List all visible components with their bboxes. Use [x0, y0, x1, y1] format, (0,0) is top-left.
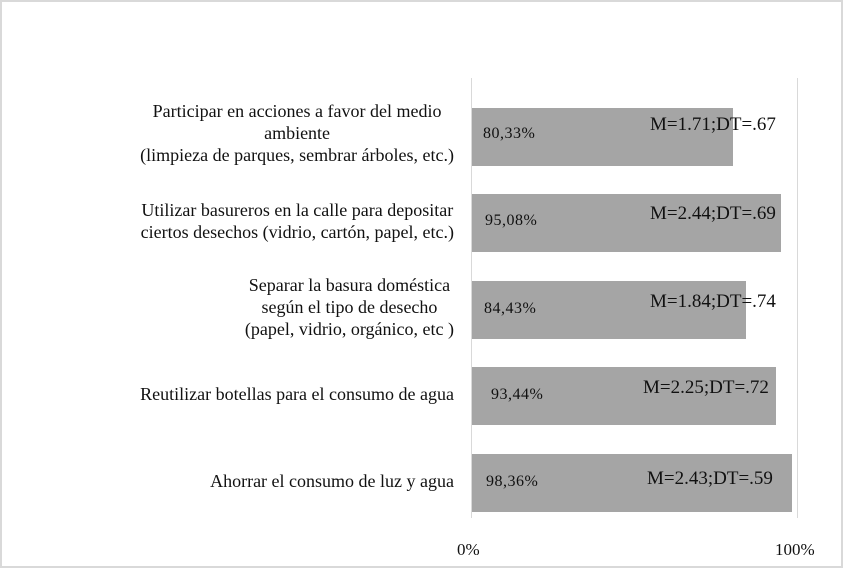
category-label-0 — [140, 100, 454, 166]
label-line: ciertos desechos (vidrio, cartón, papel, etc.) — [140, 222, 454, 242]
label-line: ambiente — [264, 123, 331, 143]
label-line: (limpieza de parques, sembrar árboles, etc.) — [140, 145, 454, 165]
category-label-2 — [245, 274, 454, 340]
value-label-1: 95,08% — [485, 212, 538, 229]
value-label-4: 98,36% — [486, 473, 539, 490]
label-line: Ahorrar el consumo de luz y agua — [210, 471, 454, 491]
category-label-3 — [140, 383, 454, 405]
stat-annotation-4: M=2.43;DT=.59 — [647, 468, 773, 489]
x-tick-0: 0% — [457, 540, 480, 559]
stat-annotation-1: M=2.44;DT=.69 — [650, 203, 776, 224]
value-label-3: 93,44% — [491, 386, 544, 403]
value-label-0: 80,33% — [483, 125, 536, 142]
label-line: (papel, vidrio, orgánico, etc ) — [244, 319, 454, 339]
value-label-2: 84,43% — [484, 300, 537, 317]
stat-annotation-3: M=2.25;DT=.72 — [643, 377, 769, 398]
gridline-100 — [797, 78, 798, 518]
label-line: Utilizar basureros en la calle para depositar — [141, 200, 454, 220]
label-line: Reutilizar botellas para el consumo de agua — [140, 384, 454, 404]
category-label-1 — [141, 199, 454, 243]
stat-annotation-0: M=1.71;DT=.67 — [650, 114, 776, 135]
stat-annotation-2: M=1.84;DT=.74 — [650, 291, 776, 312]
label-line: Participar en acciones a favor del medio — [152, 101, 442, 121]
label-line: Separar la basura doméstica — [248, 275, 451, 295]
label-line: según el tipo de desecho — [261, 297, 438, 317]
category-label-4 — [210, 470, 454, 492]
x-tick-100: 100% — [775, 540, 815, 559]
